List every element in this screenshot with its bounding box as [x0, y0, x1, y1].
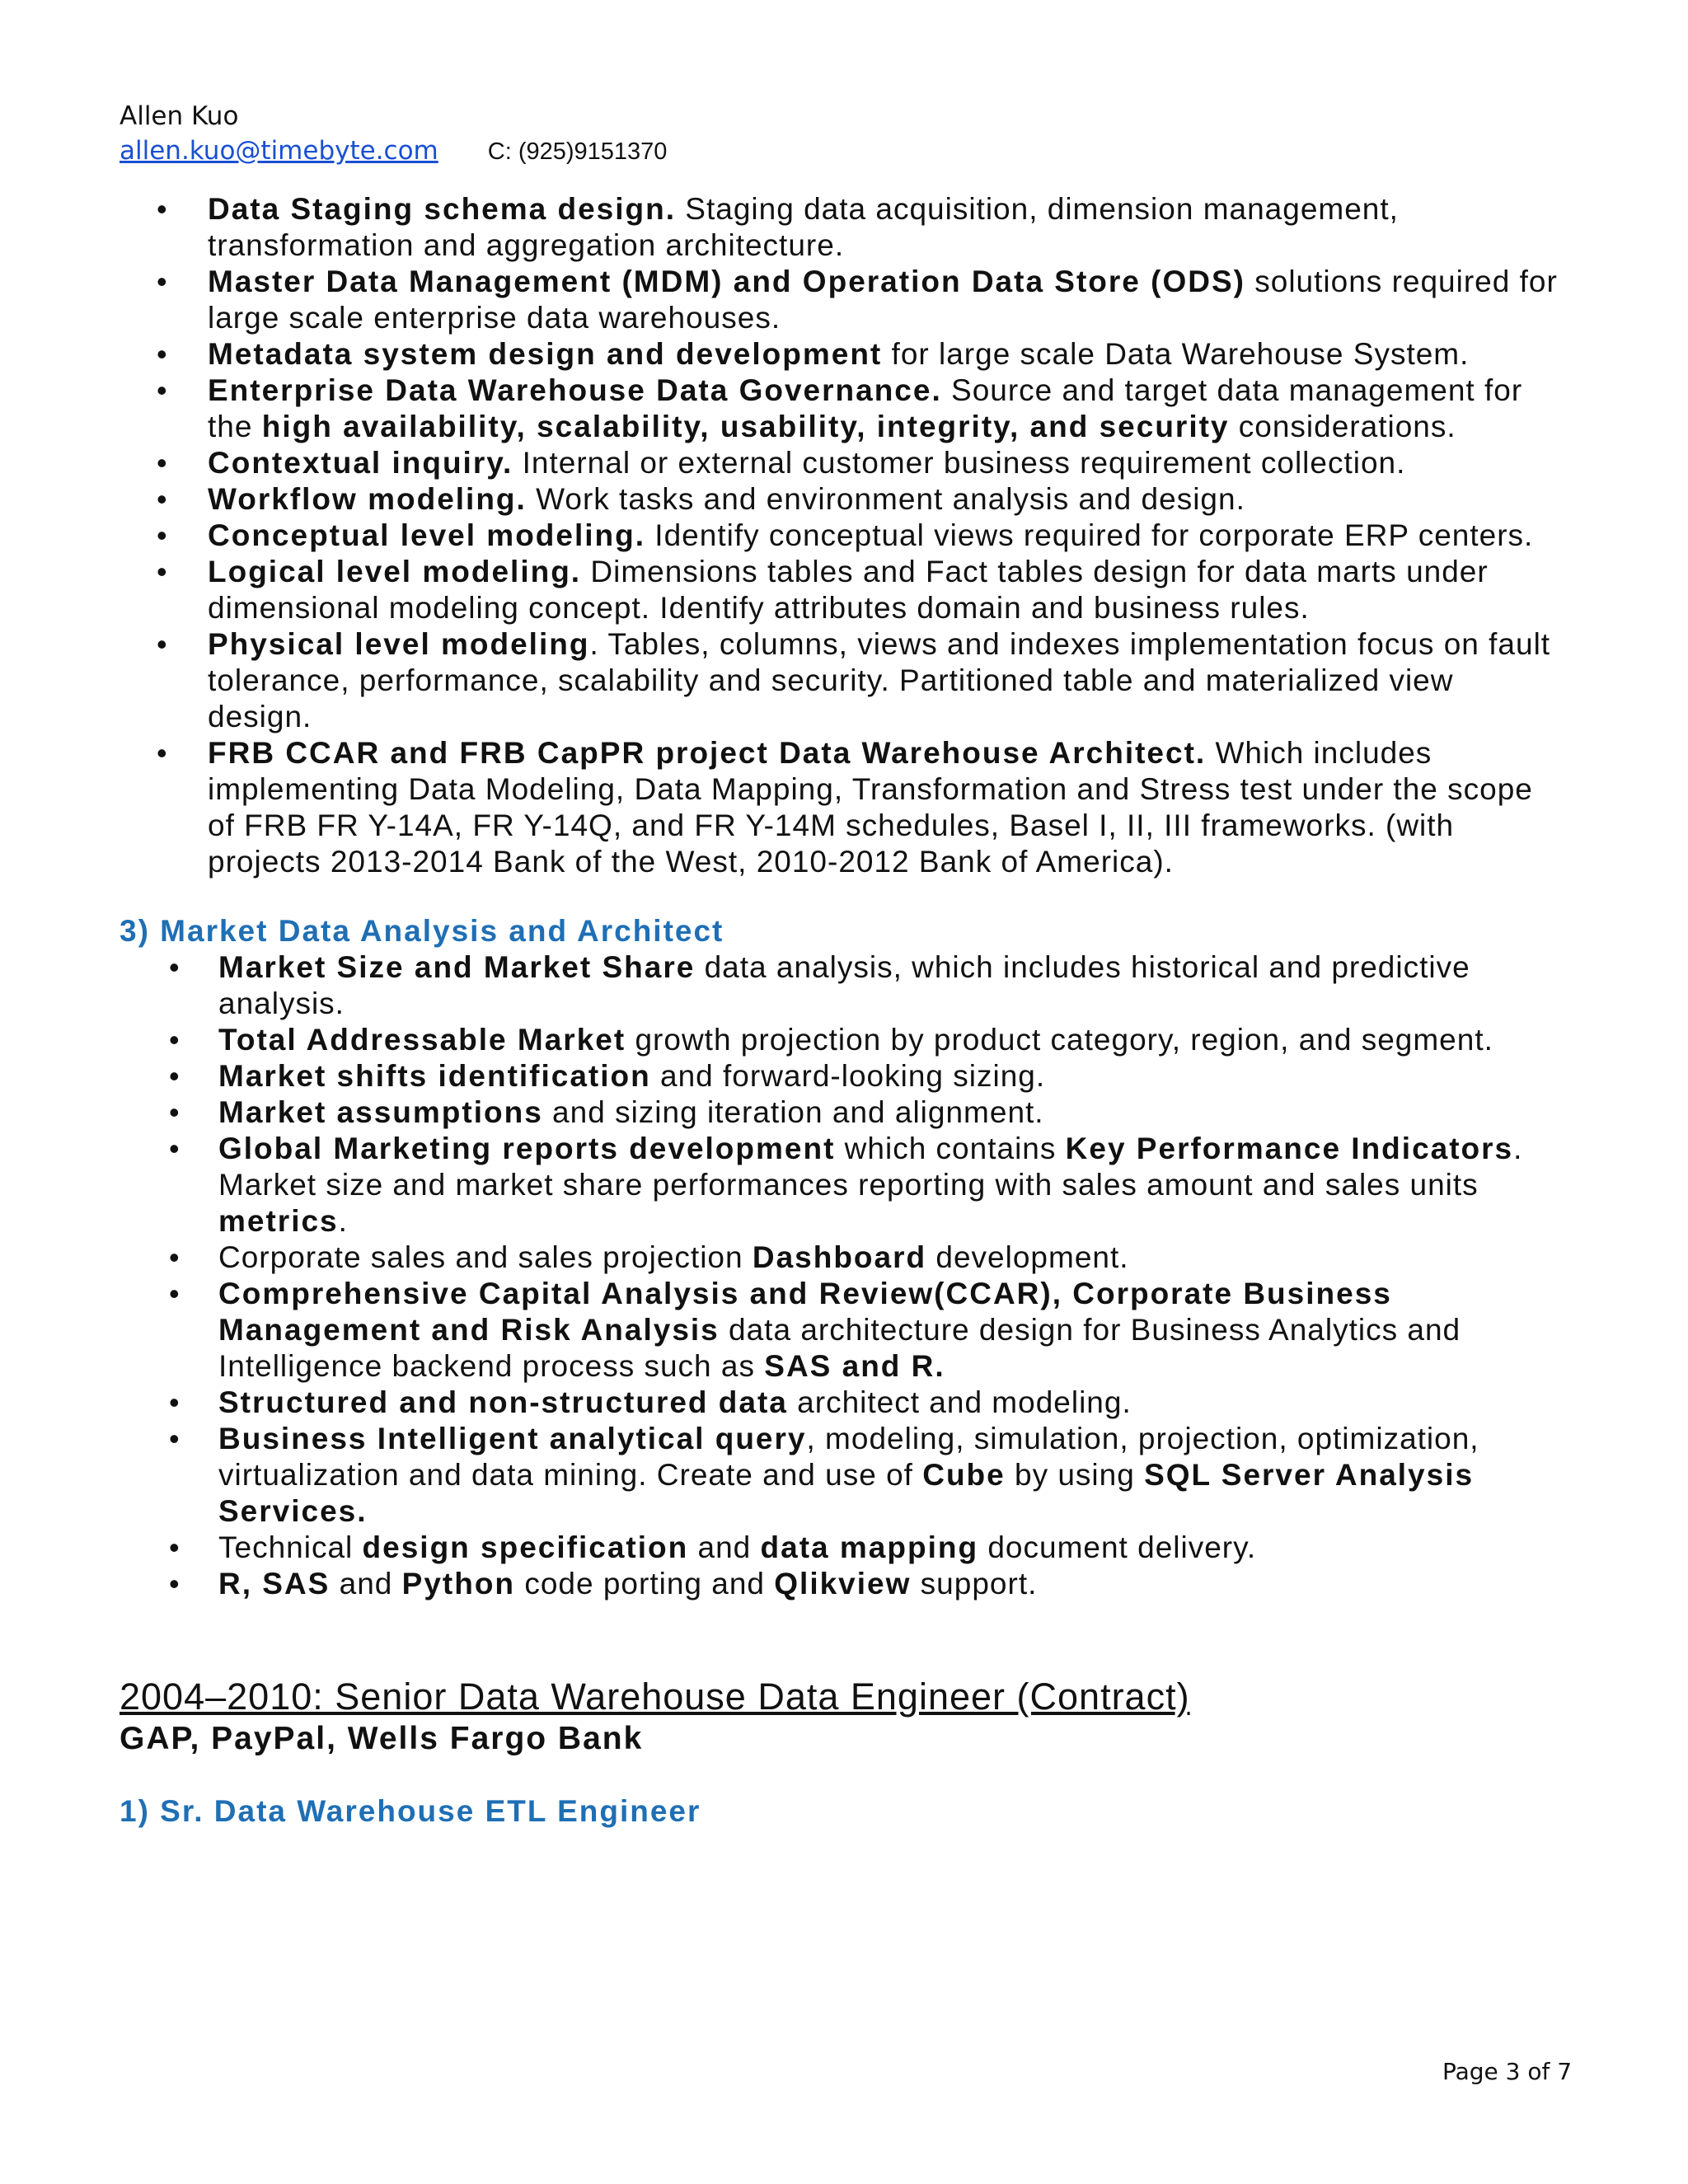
item-text: Which includes implementing Data Modeling, Data Mapping, Transformation and Stress test under the scope of FRB FR Y-14A, FR Y-14Q, and FR Y-14M schedules, Basel I, II, III frameworks. (with projects 2013-2014 Bank of the West, 2010-2012 Bank of America).	[208, 736, 1533, 879]
list-item	[120, 1421, 1558, 1530]
list-item	[120, 1276, 1558, 1385]
item-emphasis: design specification	[362, 1530, 689, 1564]
phone-number: C: (925)9151370	[487, 138, 668, 165]
item-emphasis: Data Staging schema design.	[208, 192, 677, 226]
list-item	[120, 626, 1558, 735]
item-text: by using	[1005, 1458, 1145, 1492]
item-emphasis: Contextual inquiry.	[208, 446, 513, 480]
item-emphasis: Physical level modeling	[208, 627, 590, 661]
list-item	[120, 445, 1558, 481]
item-text: Work tasks and environment analysis and design.	[526, 482, 1245, 516]
item-text: which contains	[835, 1132, 1066, 1165]
item-text: for large scale Data Warehouse System.	[882, 337, 1470, 371]
item-emphasis: Master Data Management (MDM) and Operation Data Store (ODS)	[208, 265, 1245, 298]
list-item	[120, 373, 1558, 445]
item-text: and sizing iteration and alignment.	[542, 1095, 1044, 1129]
list-item	[120, 735, 1558, 880]
job-title: 2004–2010: Senior Data Warehouse Data Engineer (Contract)	[120, 1675, 1190, 1718]
item-emphasis: Dashboard	[752, 1240, 927, 1274]
item-text: and	[688, 1530, 761, 1564]
list-item	[120, 1240, 1558, 1276]
item-text: development.	[926, 1240, 1129, 1274]
item-emphasis: Global Marketing reports development	[218, 1132, 836, 1165]
item-emphasis: Comprehensive Capital Analysis and Review(CCAR), Corporate Business Management and Risk Analysis	[218, 1277, 1392, 1347]
market-skills-list	[120, 949, 1558, 1602]
item-text: Identify conceptual views required for corporate ERP centers.	[645, 518, 1534, 552]
item-emphasis: Business Intelligent analytical query	[218, 1422, 807, 1455]
list-item	[120, 481, 1558, 518]
item-emphasis: R, SAS	[218, 1567, 331, 1601]
item-text: , modeling, simulation, projection, optimization, virtualization and data mining. Create and use of	[218, 1422, 1479, 1492]
main-content	[120, 191, 1558, 1830]
contact-line	[120, 134, 667, 169]
list-item	[120, 264, 1558, 336]
item-emphasis: Total Addressable Market	[218, 1023, 626, 1057]
item-text: data architecture design for Business Analytics and Intelligence backend process such as	[218, 1313, 1461, 1383]
list-item	[120, 336, 1558, 373]
item-emphasis: Metadata system design and development	[208, 337, 883, 371]
email-link[interactable]: allen.kuo@timebyte.com	[120, 136, 438, 166]
list-item	[120, 191, 1558, 264]
item-emphasis: Workflow modeling.	[208, 482, 527, 516]
list-item	[120, 1530, 1558, 1566]
item-text: and forward-looking sizing.	[650, 1059, 1046, 1093]
item-text: architect and modeling.	[787, 1385, 1132, 1419]
item-emphasis: Enterprise Data Warehouse Data Governance.	[208, 373, 942, 407]
list-item	[120, 1022, 1558, 1058]
item-emphasis: Logical level modeling.	[208, 555, 582, 588]
item-emphasis: metrics	[218, 1204, 339, 1238]
item-text: code porting and	[515, 1567, 775, 1601]
item-text: growth projection by product category, region, and segment.	[626, 1023, 1493, 1057]
job-companies: GAP, PayPal, Wells Fargo Bank	[120, 1721, 644, 1756]
item-text: data analysis, which includes historical and predictive analysis.	[218, 950, 1470, 1020]
item-emphasis: Cube	[922, 1458, 1006, 1492]
header	[120, 99, 667, 169]
item-emphasis: Market Size and Market Share	[218, 950, 696, 984]
item-emphasis: Market shifts identification	[218, 1059, 651, 1093]
item-emphasis: Structured and non-structured data	[218, 1385, 788, 1419]
item-text: support.	[911, 1567, 1038, 1601]
list-item	[120, 1131, 1558, 1240]
item-emphasis: SAS and R.	[764, 1349, 945, 1383]
item-emphasis: Python	[401, 1567, 516, 1601]
item-text: Source and target data management for the	[208, 373, 1523, 443]
item-emphasis: FRB CCAR and FRB CapPR project Data Warehouse Architect.	[208, 736, 1207, 770]
item-text: .	[338, 1204, 348, 1238]
item-emphasis: Key Performance Indicators	[1065, 1132, 1514, 1165]
list-item	[120, 554, 1558, 626]
item-text: . Tables, columns, views and indexes implementation focus on fault tolerance, performance, scalability and security. Partitioned table and materialized view design.	[208, 627, 1551, 733]
item-emphasis: Market assumptions	[218, 1095, 543, 1129]
item-text: Internal or external customer business requirement collection.	[513, 446, 1406, 480]
section-heading-etl: 1) Sr. Data Warehouse ETL Engineer	[120, 1794, 701, 1828]
item-text: document delivery.	[978, 1530, 1257, 1564]
item-emphasis: SQL Server Analysis Services.	[218, 1458, 1475, 1528]
item-emphasis: high availability, scalability, usability, integrity, and security	[261, 410, 1230, 443]
item-text: Corporate sales and sales projection	[218, 1240, 753, 1274]
list-item	[120, 518, 1558, 554]
item-emphasis: Qlikview	[774, 1567, 912, 1601]
item-emphasis: data mapping	[760, 1530, 979, 1564]
item-text: Technical	[218, 1530, 363, 1564]
item-text: considerations.	[1229, 410, 1456, 443]
list-item	[120, 1058, 1558, 1094]
section-heading-market: 3) Market Data Analysis and Architect	[120, 914, 724, 948]
skills-list	[120, 191, 1558, 880]
page-number: Page 3 of 7	[1442, 2058, 1573, 2085]
item-text: Staging data acquisition, dimension management, transformation and aggregation architecture.	[208, 192, 1399, 262]
list-item	[120, 1385, 1558, 1421]
list-item	[120, 1566, 1558, 1602]
list-item	[120, 949, 1558, 1022]
item-text: Dimensions tables and Fact tables design for data marts under dimensional modeling concept. Identify attributes domain and business rules.	[208, 555, 1489, 625]
item-text: solutions required for large scale enterprise data warehouses.	[208, 265, 1558, 335]
list-item	[120, 1094, 1558, 1131]
item-text: . Market size and market share performances reporting with sales amount and sales units	[218, 1132, 1523, 1202]
item-emphasis: Conceptual level modeling.	[208, 518, 646, 552]
author-name: Allen Kuo	[120, 101, 239, 131]
item-text: and	[330, 1567, 402, 1601]
